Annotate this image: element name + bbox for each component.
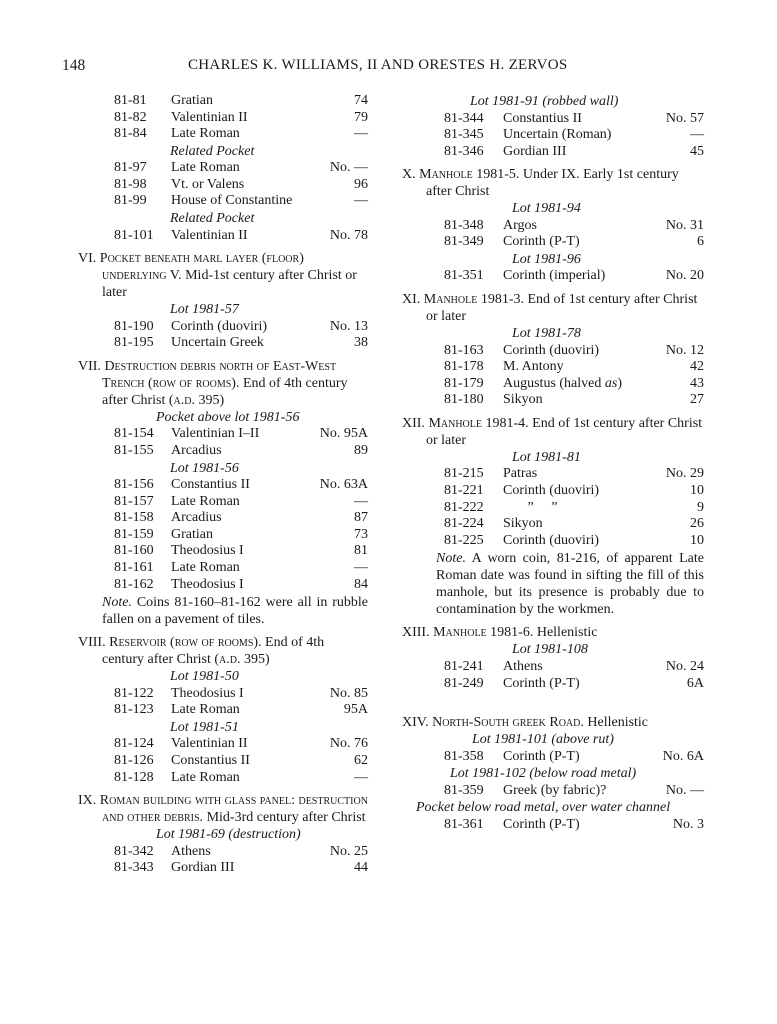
entry-list xyxy=(100,686,368,719)
coin-description: Valentinian II xyxy=(171,227,248,243)
coin-description: Theodosius I xyxy=(171,576,244,592)
coin-entry xyxy=(416,483,704,500)
coin-description: House of Constantine xyxy=(171,193,293,209)
catalog-reference: 87 xyxy=(354,510,368,526)
catalog-number: 81-241 xyxy=(444,658,484,674)
entry-list xyxy=(100,160,368,210)
catalog-reference: No. 3 xyxy=(672,816,704,832)
coin-entry xyxy=(100,736,368,753)
section-heading-xiii: XIII. Manhole 1981-6. Hellenistic xyxy=(402,625,598,641)
coin-description: Valentinian I–II xyxy=(171,426,260,442)
coin-description: Sikyon xyxy=(503,516,543,532)
coin-description: Late Roman xyxy=(171,493,240,509)
coin-entry xyxy=(416,676,704,693)
catalog-reference: No. 13 xyxy=(329,318,368,334)
catalog-number: 81-344 xyxy=(444,110,484,126)
coin-entry xyxy=(100,753,368,770)
catalog-number: 81-160 xyxy=(114,543,154,559)
coin-entry xyxy=(100,228,368,245)
coin-entry xyxy=(416,466,704,483)
coin-description: Theodosius I xyxy=(171,543,244,559)
coin-entry xyxy=(100,577,368,594)
lot-label: Related Pocket xyxy=(170,211,255,227)
lot-label: Lot 1981-57 xyxy=(170,302,239,318)
lot-label: Related Pocket xyxy=(170,143,255,159)
lot-label: Lot 1981-96 xyxy=(512,251,581,267)
catalog-number: 81-128 xyxy=(114,769,154,785)
coin-entry xyxy=(100,543,368,560)
catalog-reference: No. — xyxy=(665,782,704,798)
spacer xyxy=(416,692,704,708)
catalog-number: 81-225 xyxy=(444,532,484,548)
catalog-number: 81-126 xyxy=(114,752,154,768)
coin-description: Gratian xyxy=(171,93,213,108)
page-number: 148 xyxy=(62,57,86,74)
catalog-reference: No. 6A xyxy=(662,748,704,764)
coin-entry xyxy=(416,343,704,360)
coin-entry xyxy=(100,126,368,143)
catalog-number: 81-99 xyxy=(114,193,147,209)
coin-description: Late Roman xyxy=(171,160,240,176)
entry-list xyxy=(416,111,704,161)
catalog-number: 81-154 xyxy=(114,426,154,442)
coin-description: Patras xyxy=(503,466,538,482)
catalog-number: 81-124 xyxy=(114,736,154,752)
coin-description: Corinth (P-T) xyxy=(503,748,580,764)
note: Note. A worn coin, 81-216, of apparent Late Roman date was found in sifting the fill of this manhole, but its presence is probably due to contamination by the workmen. xyxy=(436,551,704,618)
coin-description: Corinth (duoviri) xyxy=(503,532,600,548)
coin-description: Constantius II xyxy=(171,752,250,768)
coin-description: Augustus (halved as) xyxy=(503,375,623,391)
lot-label: Lot 1981-91 (robbed wall) xyxy=(470,94,619,109)
coin-description: Arcadius xyxy=(171,510,222,526)
coin-description: Corinth (P-T) xyxy=(503,234,580,250)
catalog-reference: 27 xyxy=(690,392,704,408)
catalog-reference: 6A xyxy=(686,675,704,691)
coin-description: M. Antony xyxy=(503,359,564,375)
catalog-number: 81-195 xyxy=(114,335,154,351)
catalog-number: 81-159 xyxy=(114,526,154,542)
coin-entry xyxy=(100,193,368,210)
catalog-reference: 73 xyxy=(354,526,368,542)
lot-label: Lot 1981-101 (above rut) xyxy=(472,732,614,748)
running-head: CHARLES K. WILLIAMS, II AND ORESTES H. ZERVOS xyxy=(188,57,568,73)
catalog-number: 81-163 xyxy=(444,342,484,358)
coin-description: Theodosius I xyxy=(171,685,244,701)
lot-label: Pocket below road metal, over water channel xyxy=(416,800,671,816)
section-heading-xiv: XIV. North-South greek Road. Hellenistic xyxy=(402,715,649,731)
catalog-reference: No. 12 xyxy=(665,342,704,358)
coin-entry xyxy=(416,376,704,393)
catalog-number: 81-82 xyxy=(114,109,147,125)
page-header xyxy=(0,57,777,79)
catalog-number: 81-98 xyxy=(114,176,147,192)
coin-entry xyxy=(100,335,368,352)
entry-list xyxy=(100,319,368,352)
catalog-number: 81-342 xyxy=(114,843,154,859)
catalog-reference: No. 29 xyxy=(665,466,704,482)
catalog-reference: No. 63A xyxy=(319,477,368,493)
coin-description: Constantius II xyxy=(171,477,250,493)
right-column xyxy=(402,93,704,833)
catalog-reference: No. 20 xyxy=(665,268,704,284)
section-heading-xi: XI. Manhole 1981-3. End of 1st century after Christ or later xyxy=(402,292,698,325)
catalog-reference: 62 xyxy=(354,752,368,768)
catalog-number: 81-222 xyxy=(444,499,484,515)
catalog-number: 81-348 xyxy=(444,217,484,233)
entry-list xyxy=(416,817,704,834)
coin-description: Constantius II xyxy=(503,110,582,126)
section-heading-vi: VI. Pocket beneath marl layer (floor) underlying V. Mid-1st century after Christ or later xyxy=(78,251,357,301)
catalog-reference: No. 25 xyxy=(329,843,368,859)
catalog-reference: — xyxy=(354,769,368,785)
entry-list xyxy=(416,659,704,692)
entry-list xyxy=(416,218,704,251)
entry-list xyxy=(100,844,368,877)
entry-list xyxy=(100,426,368,459)
catalog-number: 81-221 xyxy=(444,483,484,499)
catalog-number: 81-155 xyxy=(114,442,154,458)
coin-description: Valentinian II xyxy=(171,109,248,125)
coin-description: Late Roman xyxy=(171,560,240,575)
coin-entry xyxy=(416,268,704,285)
coin-entry xyxy=(100,177,368,194)
lot-label: Pocket above lot 1981-56 xyxy=(156,409,300,425)
catalog-number: 81-156 xyxy=(114,477,154,493)
catalog-number: 81-123 xyxy=(114,702,154,718)
catalog-number: 81-249 xyxy=(444,675,484,691)
coin-entry xyxy=(416,111,704,128)
entry-list xyxy=(100,93,368,143)
coin-entry xyxy=(100,560,368,577)
catalog-number: 81-97 xyxy=(114,160,147,176)
catalog-number: 81-178 xyxy=(444,359,484,375)
entry-list xyxy=(416,749,704,766)
coin-entry xyxy=(100,527,368,544)
catalog-reference: No. 57 xyxy=(665,110,704,126)
coin-entry xyxy=(100,477,368,494)
catalog-reference: 96 xyxy=(354,176,368,192)
catalog-number: 81-358 xyxy=(444,748,484,764)
catalog-number: 81-215 xyxy=(444,466,484,482)
coin-entry xyxy=(416,359,704,376)
coin-entry xyxy=(416,392,704,409)
coin-description: Corinth (P-T) xyxy=(503,816,580,832)
catalog-reference: 26 xyxy=(690,516,704,532)
coin-entry xyxy=(416,500,704,517)
coin-description: Athens xyxy=(503,658,543,674)
catalog-number: 81-359 xyxy=(444,782,484,798)
lot-label: Lot 1981-50 xyxy=(170,669,239,685)
lot-label: Lot 1981-51 xyxy=(170,719,239,735)
catalog-reference: No. 31 xyxy=(665,217,704,233)
catalog-reference: 45 xyxy=(690,143,704,159)
catalog-number: 81-345 xyxy=(444,127,484,143)
section-heading-ix: IX. Roman building with glass panel: destruction and other debris. Mid-3rd century after Christ xyxy=(78,793,368,826)
coin-entry xyxy=(416,516,704,533)
coin-description: Valentinian II xyxy=(171,736,248,752)
catalog-reference: 95A xyxy=(343,702,368,718)
catalog-number: 81-361 xyxy=(444,816,484,832)
coin-description: Gordian III xyxy=(503,143,567,159)
section-heading-vii: VII. Destruction debris north of East-West Trench (row of rooms). End of 4th century after Christ (a.d. 395) xyxy=(78,358,348,408)
catalog-reference: No. 85 xyxy=(329,685,368,701)
coin-entry xyxy=(416,749,704,766)
coin-description: Corinth (imperial) xyxy=(503,268,606,284)
catalog-reference: — xyxy=(690,127,704,143)
catalog-reference: 6 xyxy=(697,234,704,250)
coin-entry xyxy=(100,426,368,443)
entry-list xyxy=(100,228,368,245)
note: Note. Coins 81-160–81-162 were all in rubble fallen on a pavement of tiles. xyxy=(102,595,368,628)
coin-entry xyxy=(100,702,368,719)
coin-entry xyxy=(100,510,368,527)
coin-entry xyxy=(416,127,704,144)
coin-description: Late Roman xyxy=(171,769,240,785)
catalog-reference: 74 xyxy=(354,93,368,108)
catalog-reference: 42 xyxy=(690,359,704,375)
coin-description: Argos xyxy=(503,217,537,233)
coin-description: Vt. or Valens xyxy=(171,176,245,192)
catalog-reference: 84 xyxy=(354,576,368,592)
catalog-reference: — xyxy=(354,193,368,209)
coin-description: Corinth (duoviri) xyxy=(171,318,268,334)
coin-description: Uncertain (Roman) xyxy=(503,127,612,143)
coin-entry xyxy=(416,234,704,251)
coin-description: Gordian III xyxy=(171,860,235,876)
coin-entry xyxy=(100,860,368,877)
catalog-reference: — xyxy=(354,493,368,509)
catalog-reference: 44 xyxy=(354,860,368,876)
coin-description: Corinth (duoviri) xyxy=(503,342,600,358)
catalog-reference: No. 76 xyxy=(329,736,368,752)
catalog-reference: 43 xyxy=(690,375,704,391)
coin-description: Uncertain Greek xyxy=(171,335,264,351)
catalog-reference: 10 xyxy=(690,532,704,548)
catalog-reference: 81 xyxy=(354,543,368,559)
coin-description: Late Roman xyxy=(171,702,240,718)
section-heading-x: X. Manhole 1981-5. Under IX. Early 1st century after Christ xyxy=(402,167,679,200)
catalog-number: 81-224 xyxy=(444,516,484,532)
catalog-number: 81-349 xyxy=(444,234,484,250)
catalog-reference: 79 xyxy=(354,109,368,125)
lot-label: Lot 1981-81 xyxy=(512,449,581,465)
catalog-reference: — xyxy=(354,560,368,575)
coin-entry xyxy=(100,110,368,127)
entry-list xyxy=(416,783,704,800)
catalog-reference: — xyxy=(354,126,368,142)
coin-entry xyxy=(100,770,368,787)
coin-description: Corinth (P-T) xyxy=(503,675,580,691)
coin-entry xyxy=(416,817,704,834)
coin-entry xyxy=(416,533,704,550)
catalog-reference: 10 xyxy=(690,483,704,499)
catalog-reference: No. 95A xyxy=(319,426,368,442)
entry-list xyxy=(100,477,368,593)
coin-entry xyxy=(416,144,704,161)
catalog-number: 81-343 xyxy=(114,860,154,876)
coin-description: Greek (by fabric)? xyxy=(503,782,607,798)
lot-label: Lot 1981-94 xyxy=(512,201,581,217)
catalog-number: 81-122 xyxy=(114,685,154,701)
entry-list xyxy=(416,268,704,285)
section-heading-xii: XII. Manhole 1981-4. End of 1st century after Christ or later xyxy=(402,415,703,448)
catalog-number: 81-180 xyxy=(444,392,484,408)
catalog-number: 81-351 xyxy=(444,268,484,284)
catalog-reference: 38 xyxy=(354,335,368,351)
coin-entry xyxy=(100,160,368,177)
coin-description: Gratian xyxy=(171,526,213,542)
coin-description: Corinth (duoviri) xyxy=(503,483,600,499)
lot-label: Lot 1981-69 (destruction) xyxy=(156,827,301,843)
catalog-number: 81-84 xyxy=(114,126,147,142)
coin-entry xyxy=(416,783,704,800)
catalog-number: 81-157 xyxy=(114,493,154,509)
coin-description: Athens xyxy=(171,843,211,859)
catalog-number: 81-158 xyxy=(114,510,154,526)
catalog-number: 81-346 xyxy=(444,143,484,159)
coin-entry xyxy=(416,659,704,676)
catalog-number: 81-101 xyxy=(114,227,154,243)
coin-entry xyxy=(100,686,368,703)
lot-label: Lot 1981-102 (below road metal) xyxy=(450,766,637,782)
entry-list xyxy=(416,466,704,549)
left-column xyxy=(78,93,368,877)
coin-entry xyxy=(100,319,368,336)
coin-description: Arcadius xyxy=(171,442,222,458)
coin-description: ” ” xyxy=(503,499,558,515)
coin-entry xyxy=(100,93,368,110)
coin-entry xyxy=(100,844,368,861)
catalog-reference: No. 78 xyxy=(329,227,368,243)
catalog-reference: No. 24 xyxy=(665,658,704,674)
catalog-number: 81-190 xyxy=(114,318,154,334)
catalog-reference: No. — xyxy=(329,160,368,176)
coin-entry xyxy=(100,443,368,460)
coin-entry xyxy=(416,218,704,235)
coin-description: Late Roman xyxy=(171,126,240,142)
coin-entry xyxy=(100,494,368,511)
catalog-number: 81-162 xyxy=(114,576,154,592)
catalog-number: 81-81 xyxy=(114,93,147,108)
lot-label: Lot 1981-108 xyxy=(512,642,588,658)
coin-description: Sikyon xyxy=(503,392,543,408)
catalog-reference: 9 xyxy=(697,499,704,515)
section-heading-viii: VIII. Reservoir (row of rooms). End of 4th century after Christ (a.d. 395) xyxy=(78,635,325,668)
catalog-reference: 89 xyxy=(354,442,368,458)
catalog-number: 81-161 xyxy=(114,560,154,575)
catalog-number: 81-179 xyxy=(444,375,484,391)
entry-list xyxy=(100,736,368,786)
lot-label: Lot 1981-56 xyxy=(170,460,239,476)
entry-list xyxy=(416,343,704,409)
lot-label: Lot 1981-78 xyxy=(512,326,581,342)
